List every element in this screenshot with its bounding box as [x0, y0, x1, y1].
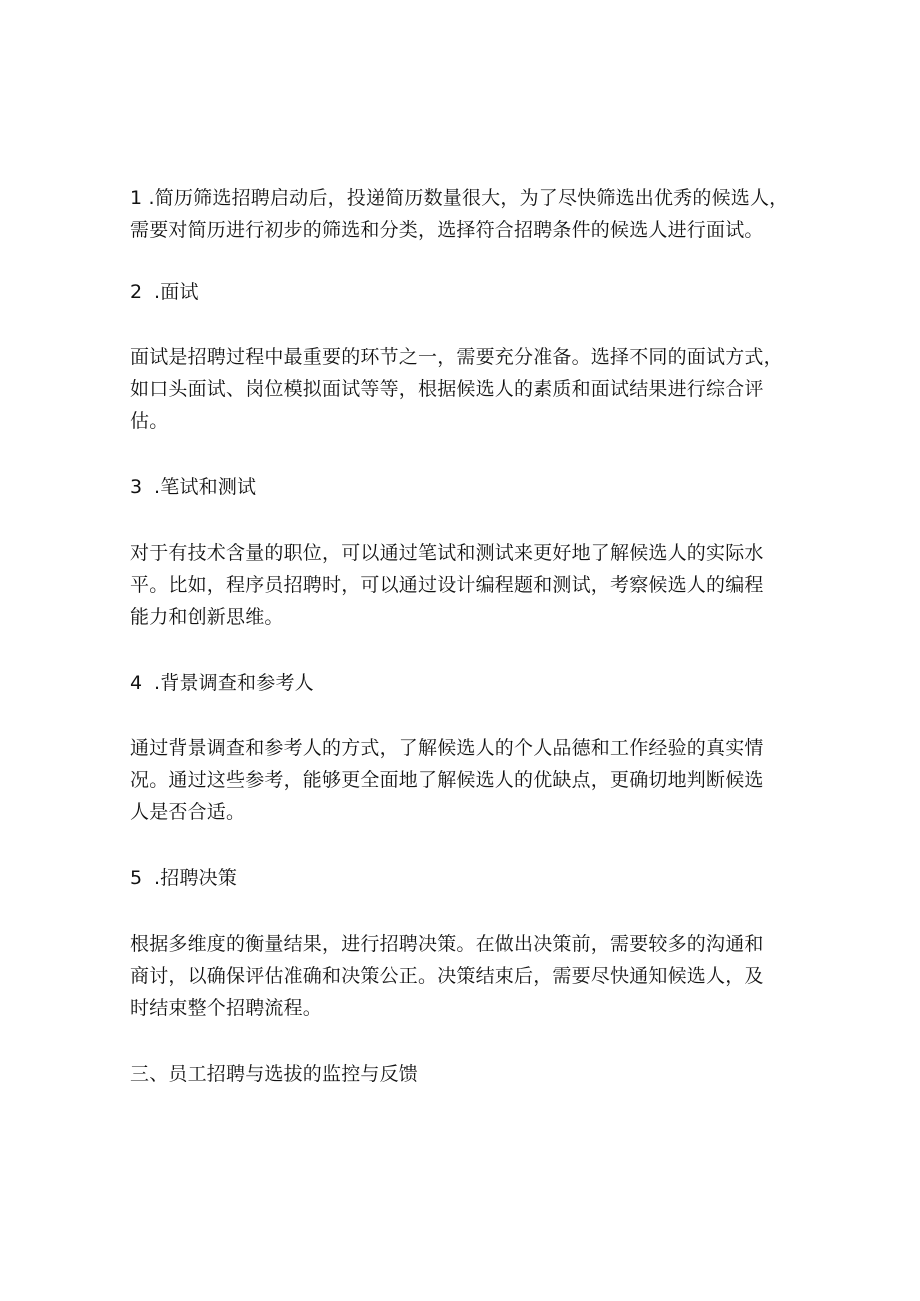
heading-text: .笔试和测试: [154, 476, 257, 498]
text-line: 估。: [130, 410, 169, 432]
text-line: 面试是招聘过程中最重要的环节之一，需要充分准备。选择不同的面试方式，: [130, 346, 783, 368]
text-line: 时结束整个招聘流程。: [130, 997, 323, 1019]
heading-text: .面试: [154, 281, 199, 303]
heading-text: 三、员工招聘与选拔的监控与反馈: [130, 1063, 419, 1085]
text-line: 如口头面试、岗位模拟面试等等，根据候选人的素质和面试结果进行综合评: [130, 378, 764, 400]
text-line: 根据多维度的衡量结果，进行招聘决策。在做出决策前，需要较多的沟通和: [130, 933, 764, 955]
section-heading-monitoring-feedback: [130, 1058, 810, 1090]
text-line: 对于有技术含量的职位，可以通过笔试和测试来更好地了解候选人的实际水: [130, 542, 764, 564]
paragraph-background-check: [130, 732, 810, 828]
paragraph-written-test: [130, 537, 810, 633]
text-line: 平。比如，程序员招聘时，可以通过设计编程题和测试，考察候选人的编程: [130, 574, 764, 596]
heading-interview: [130, 276, 810, 308]
text-line: 通过背景调查和参考人的方式，了解候选人的个人品德和工作经验的真实情: [130, 737, 764, 759]
text-line: 需要对简历进行初步的筛选和分类，选择符合招聘条件的候选人进行面试。: [130, 219, 764, 241]
heading-number: 2: [130, 281, 143, 303]
heading-background-check: [130, 667, 810, 699]
paragraph-resume-screening: [130, 182, 810, 246]
text-line: 商讨，以确保评估准确和决策公正。决策结束后，需要尽快通知候选人，及: [130, 965, 764, 987]
text-line: 能力和创新思维。: [130, 606, 284, 628]
heading-hiring-decision: [130, 862, 810, 894]
heading-text: .招聘决策: [154, 867, 238, 889]
heading-number: 4: [130, 672, 143, 694]
heading-number: 5: [130, 867, 143, 889]
paragraph-hiring-decision: [130, 928, 810, 1024]
heading-written-test: [130, 471, 810, 503]
text-line: 况。通过这些参考，能够更全面地了解候选人的优缺点，更确切地判断候选: [130, 769, 764, 791]
text-line: 人是否合适。: [130, 801, 246, 823]
heading-text: .背景调查和参考人: [154, 672, 314, 694]
heading-number: 3: [130, 476, 143, 498]
paragraph-interview: [130, 341, 810, 437]
text-line: 1 .简历筛选招聘启动后，投递简历数量很大，为了尽快筛选出优秀的候选人，: [130, 187, 789, 209]
